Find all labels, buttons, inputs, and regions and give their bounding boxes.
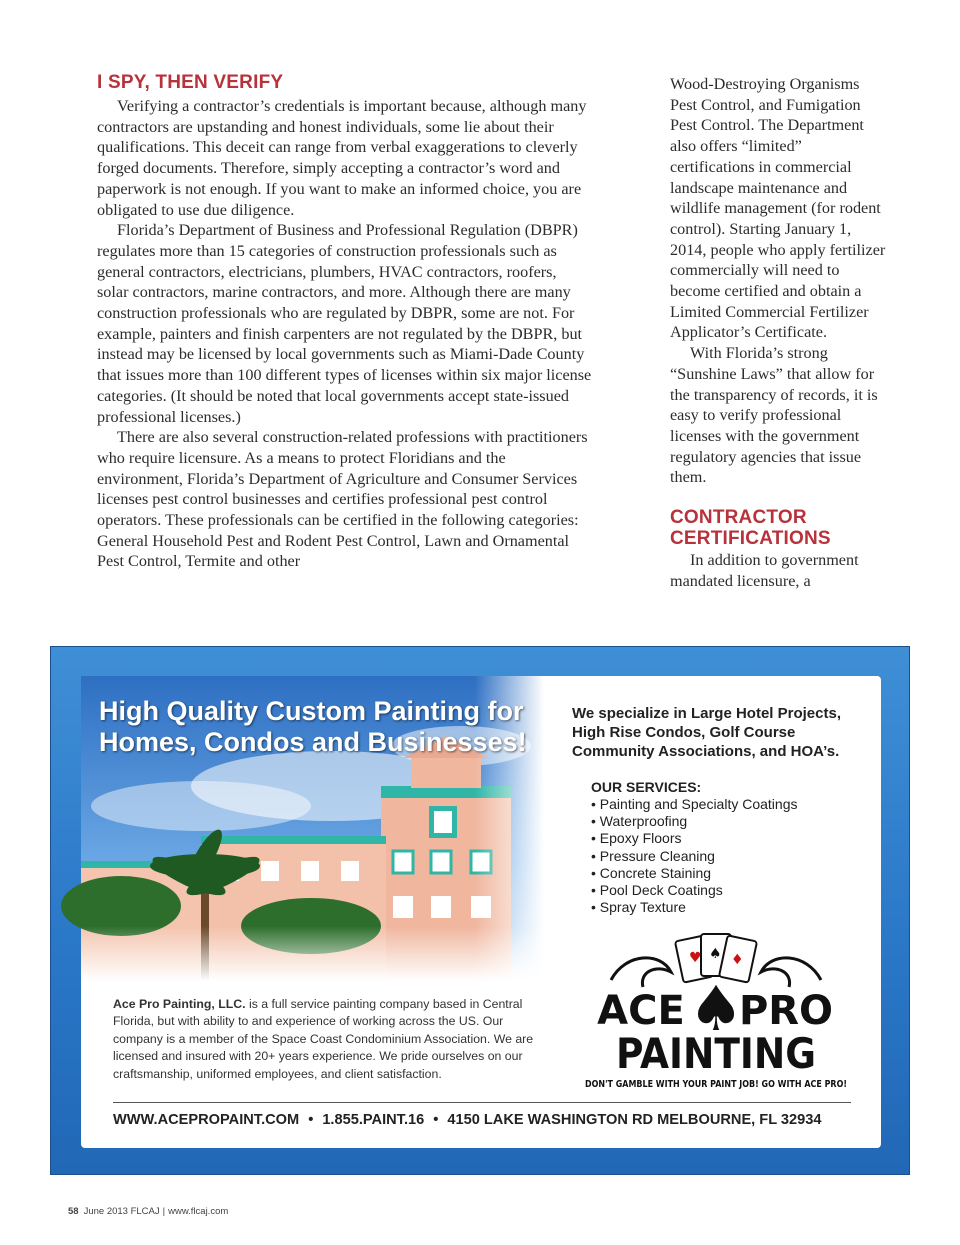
ad-contact-line [113,1112,853,1128]
advertisement [50,646,910,1175]
ad-company-description [113,996,543,1083]
paragraph: Florida’s Department of Business and Professional Regulation (DBPR) regulates more than 15 categories of construction professionals such as general contractors, electricians, plumbers, HVAC contractors, roofers, solar contractors, marine contractors, and more. Although there are many construction professionals who are regulated by DBPR, some are not. For example, painters and finish carpenters are not regulated by the DBPR, but instead may be licensed by local governments such as Miami-Dade County that issues more than 100 different types of licenses within six major license categories. (It should be noted that local governments accept state-issued professional licenses.) [97,221,592,426]
ad-about-text: is a full service painting company based in Central Florida, but with ability to and experience of working across the US. Our company is a member of the Space Coast Condominium Association. We are licensed and insured with 20+ years experience. We pride ourselves on our craftsmanship, uniformed employees, and client satisfaction. [113,997,534,1081]
paragraph: With Florida’s strong “Sunshine Laws” that allow for the transparency of records, it is easy to verify professional licenses with the government regulatory agencies that issue them. [670,344,878,487]
article-left-column [97,96,592,572]
paragraph: Verifying a contractor’s credentials is important because, although many contractors are upstanding and honest individuals, some lie about their qualifications. This deceit can range from verbal exaggerations to cleverly forged documents. Therefore, simply accepting a contractor’s word and paperwork is not enough. If you want to make an informed choice, you are obligated to use due diligence. [97,97,587,219]
section-heading-verify: I SPY, THEN VERIFY [97,72,284,93]
paragraph: There are also several construction-related professions with practitioners who require licensure. As a means to protect Floridians and the environment, Florida’s Department of Agriculture and Consumer Services licenses pest control businesses and certifies professional pest control operators. These professionals can be certified in the following categories: General Household Pest and Rodent Pest Control, Lawn and Ornamental Pest Control, Termite and other [97,428,588,571]
article-right-column [670,74,888,488]
footer-website-link[interactable]: www.flcaj.com [168,1206,229,1217]
service-item: • Painting and Specialty Coatings [591,796,797,813]
service-item: • Spray Texture [591,899,797,916]
svg-text:♥: ♥ [689,950,702,966]
ad-specialization: We specialize in Large Hotel Projects, High Rise Condos, Golf Course Community Associations, and HOA’s. [572,705,841,760]
section-heading-certifications: CONTRACTOR CERTIFICATIONS [670,507,831,549]
paragraph: Wood-Destroying Organisms Pest Control, and Fumigation Pest Control. The Department also offers “limited” certifications in commercial landscape maintenance and wildlife management (for rodent control). Starting January 1, 2014, people who apply fertilizer commercially will need to become certified and obtain a Limited Commercial Fertilizer Applicator’s Certificate. [670,75,886,342]
page-number: 58 [68,1206,79,1217]
logo-word: ACE [597,988,685,1034]
ad-phone[interactable]: 1.855.PAINT.16 [322,1112,425,1128]
svg-text:♠: ♠ [709,946,722,962]
svg-text:♦: ♦ [731,952,744,968]
ad-address: 4150 LAKE WASHINGTON RD MELBOURNE, FL 32934 [447,1112,822,1128]
separator: • [308,1112,314,1128]
service-item: • Pressure Cleaning [591,848,797,865]
logo-word: PRO [738,988,834,1034]
svg-text:♠: ♠ [688,972,744,1045]
footer-divider: | [162,1206,166,1217]
ad-website[interactable]: WWW.ACEPROPAINT.COM [113,1112,300,1128]
service-item: • Pool Deck Coatings [591,882,797,899]
ad-services-list [591,796,797,916]
paragraph: In addition to government mandated licensure, a [670,551,859,590]
issue-label: June 2013 FLCAJ [83,1206,160,1217]
ace-pro-painting-logo [571,932,861,1092]
service-item: • Epoxy Floors [591,830,797,847]
ad-divider [113,1102,851,1103]
logo-graphic [571,932,861,1092]
article-certifications-text [670,550,888,591]
logo-word: PAINTING [616,1029,816,1078]
service-item: • Waterproofing [591,813,797,830]
page-footer [68,1206,228,1217]
ad-panel [81,676,881,1148]
ad-services-title: OUR SERVICES: [591,779,702,795]
service-item: • Concrete Staining [591,865,797,882]
ad-company-name: Ace Pro Painting, LLC. [113,997,246,1011]
separator: • [433,1112,439,1128]
ad-headline: High Quality Custom Painting for Homes, Condos and Businesses! [99,696,527,757]
logo-tagline: DON'T GAMBLE WITH YOUR PAINT JOB! GO WITH ACE PRO! [585,1079,847,1090]
